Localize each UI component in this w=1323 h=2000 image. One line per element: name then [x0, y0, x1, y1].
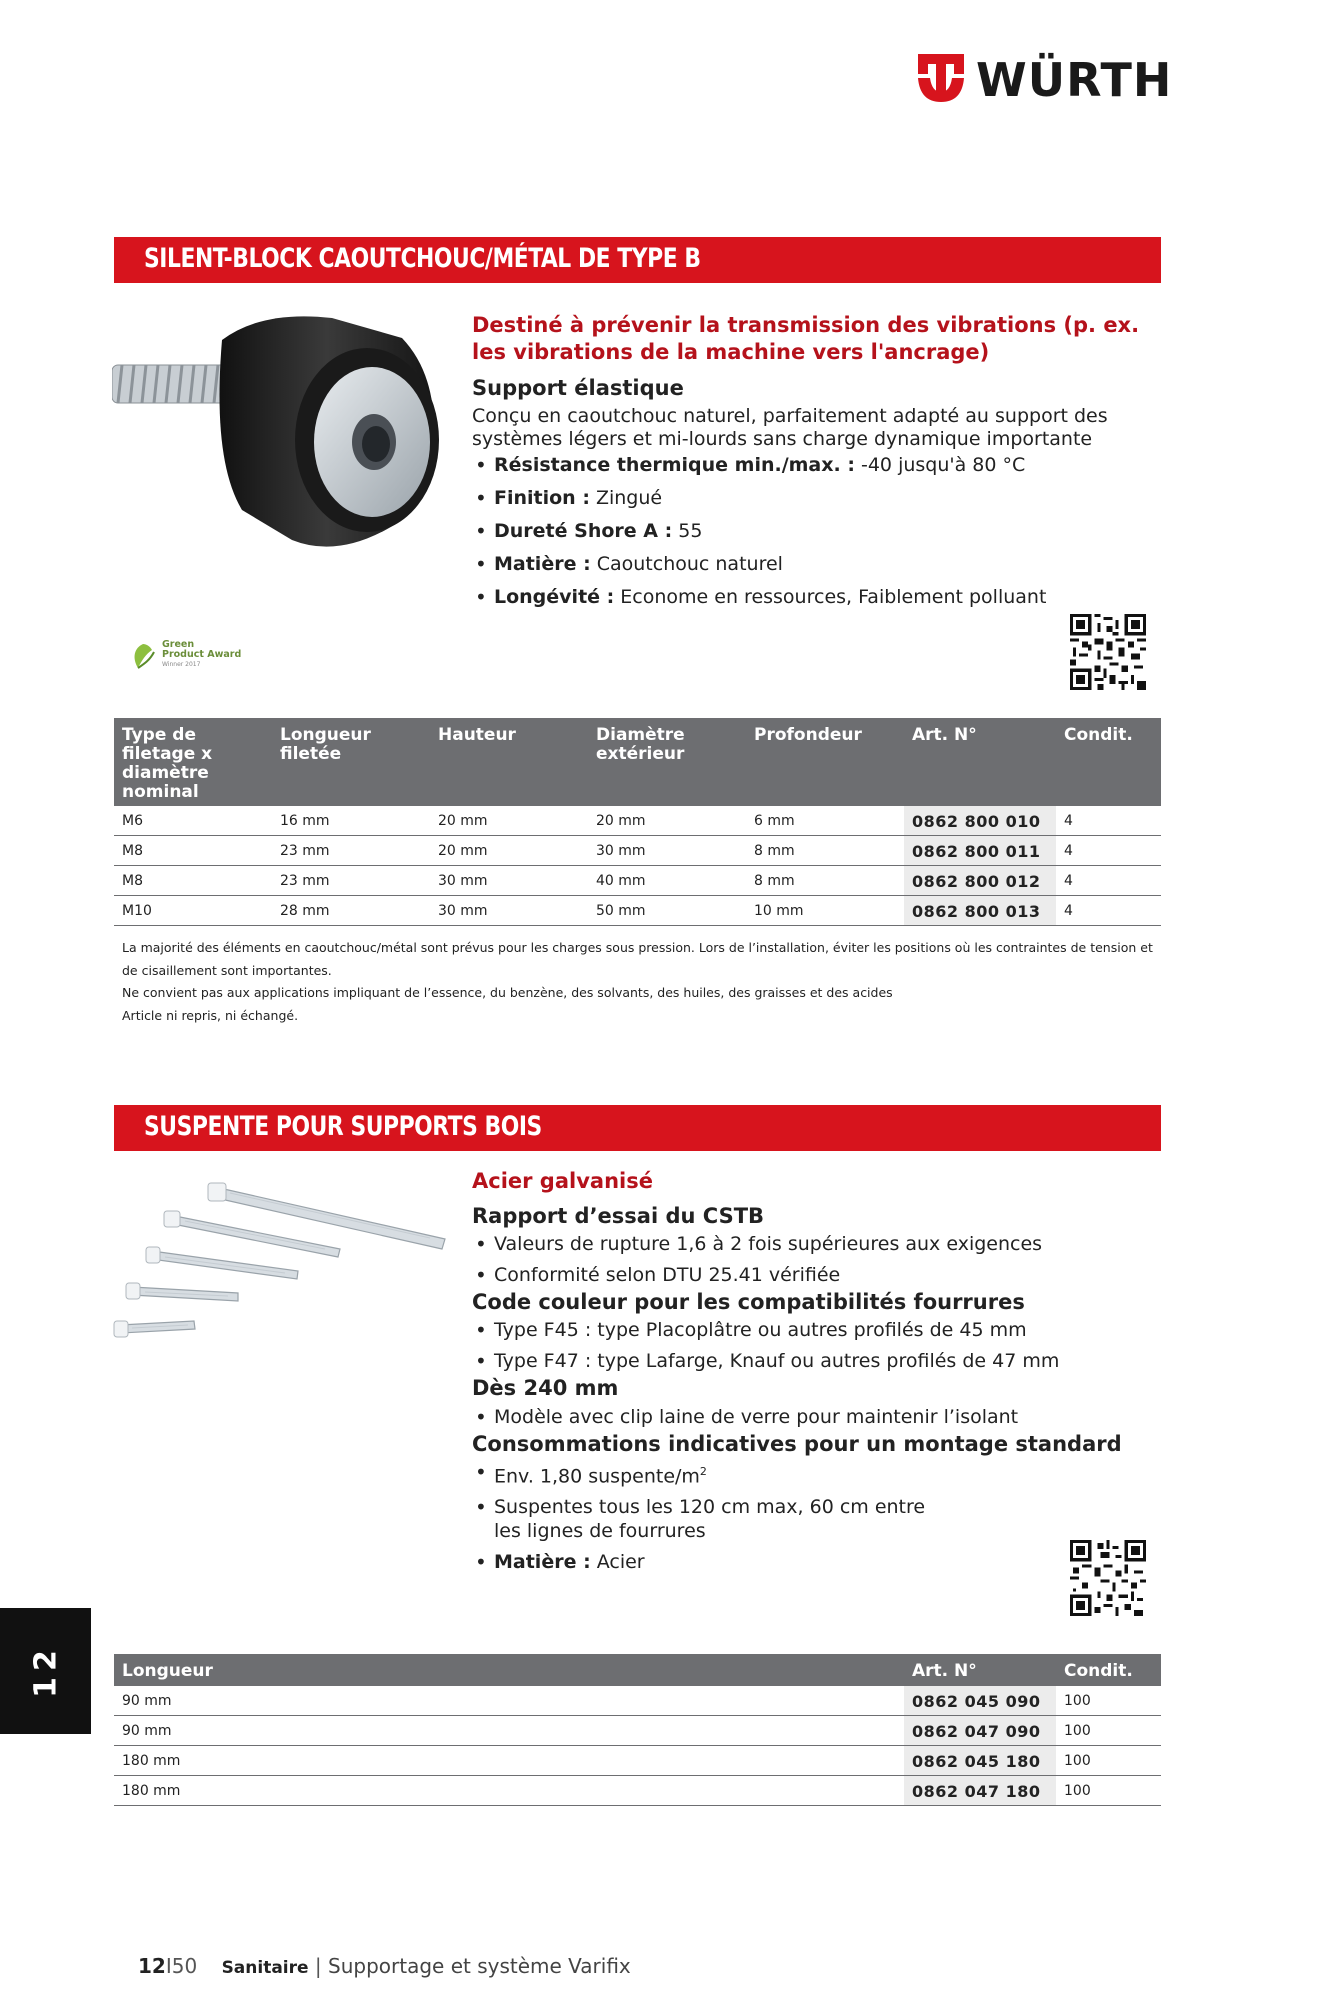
- col-header-thread: Type de filetage x diamètre nominal: [114, 718, 272, 806]
- list-item: • Type F45 : type Placoplâtre ou autres profilés de 45 mm: [472, 1318, 1162, 1342]
- table-row: M8 23 mm 30 mm 40 mm 8 mm 0862 800 012 4: [114, 866, 1161, 896]
- table-row: M10 28 mm 30 mm 50 mm 10 mm 0862 800 013 4: [114, 896, 1161, 926]
- section-1-headline: Destiné à prévenir la transmission des vibrations (p. ex. les vibrations de la machine vers l'ancrage): [472, 313, 1140, 364]
- section-1-subtitle: Support élastique: [472, 376, 684, 400]
- footer-page-number: 50: [171, 1954, 198, 1978]
- table-row: M6 16 mm 20 mm 20 mm 6 mm 0862 800 010 4: [114, 806, 1161, 836]
- leaf-icon: [130, 642, 156, 670]
- col-header-thread-length: Longueur filetée: [272, 718, 430, 806]
- footer-divider: |: [314, 1954, 322, 1978]
- spec-item: • Résistance thermique min./max. : -40 jusqu'à 80 °C: [472, 453, 1162, 477]
- cstb-list: [472, 1232, 1162, 1287]
- length-title: Dès 240 mm: [472, 1376, 619, 1400]
- silent-block-image: [112, 310, 452, 570]
- col-header-depth: Profondeur: [746, 718, 904, 806]
- section-2-header: [114, 1105, 1161, 1151]
- col-header-height: Hauteur: [430, 718, 588, 806]
- qr-code-icon[interactable]: [1070, 1540, 1146, 1616]
- length-list: [472, 1405, 1162, 1429]
- table-header-row: [114, 1654, 1161, 1686]
- color-code-list: [472, 1318, 1162, 1373]
- chapter-tab-number: 12: [28, 1644, 64, 1698]
- article-number[interactable]: 0862 800 013: [904, 896, 1056, 926]
- list-item: • Matière : Acier: [472, 1550, 1162, 1574]
- list-item: • Conformité selon DTU 25.41 vérifiée: [472, 1263, 1162, 1287]
- col-header-condit: Condit.: [1056, 718, 1161, 806]
- note-line: La majorité des éléments en caoutchouc/métal sont prévus pour les charges sous pression. Lors de l’installation, éviter les positions où les contraintes de tension et de cisaillement sont importantes.: [122, 940, 1153, 978]
- spec-item: • Dureté Shore A : 55: [472, 519, 1162, 543]
- suspente-image: [110, 1175, 450, 1375]
- section-1-notes: [122, 937, 1162, 1027]
- article-number[interactable]: 0862 800 011: [904, 836, 1056, 866]
- section-1-header: [114, 237, 1161, 283]
- list-item: • Type F47 : type Lafarge, Knauf ou autres profilés de 47 mm: [472, 1349, 1162, 1373]
- article-number[interactable]: 0862 045 090: [904, 1686, 1056, 1716]
- col-header-art-no: Art. N°: [904, 718, 1056, 806]
- section-1-title: SILENT-BLOCK CAOUTCHOUC/MÉTAL DE TYPE B: [144, 243, 701, 274]
- section-2-headline: Acier galvanisé: [472, 1169, 653, 1193]
- wurth-logo: [916, 52, 1173, 107]
- table-row: 90 mm 0862 047 090 100: [114, 1716, 1161, 1746]
- col-header-length: Longueur: [114, 1654, 904, 1686]
- note-line: Article ni repris, ni échangé.: [122, 1007, 299, 1023]
- footer-description: Supportage et système Varifix: [328, 1954, 631, 1978]
- section-1-description: Conçu en caoutchouc naturel, parfaitement adapté au support des systèmes légers et mi-lourds sans charge dynamique importante: [472, 405, 1108, 450]
- table-row: 90 mm 0862 045 090 100: [114, 1686, 1161, 1716]
- wurth-logo-text: WÜRTH: [976, 53, 1173, 107]
- chapter-tab[interactable]: [0, 1608, 91, 1734]
- table-row: M8 23 mm 20 mm 30 mm 8 mm 0862 800 011 4: [114, 836, 1161, 866]
- col-header-condit: Condit.: [1056, 1654, 1161, 1686]
- silent-block-table: [114, 718, 1161, 926]
- page-footer: [138, 1954, 631, 1978]
- table-row: 180 mm 0862 047 180 100: [114, 1776, 1161, 1806]
- award-line-2: Product Award: [162, 649, 242, 660]
- wurth-logo-mark-icon: [916, 52, 966, 104]
- qr-code-icon[interactable]: [1070, 614, 1146, 690]
- article-number[interactable]: 0862 045 180: [904, 1746, 1056, 1776]
- cstb-title: Rapport d’essai du CSTB: [472, 1204, 765, 1228]
- article-number[interactable]: 0862 800 010: [904, 806, 1056, 836]
- section-1-text: [472, 312, 1162, 609]
- list-item: • Valeurs de rupture 1,6 à 2 fois supérieures aux exigences: [472, 1232, 1162, 1256]
- consumption-list: [472, 1460, 1162, 1574]
- suspente-table: [114, 1654, 1161, 1806]
- footer-separator: I: [165, 1954, 172, 1978]
- list-item: • Env. 1,80 suspente/$m^2$: [472, 1460, 1162, 1488]
- list-item: • Modèle avec clip laine de verre pour maintenir l’isolant: [472, 1405, 1162, 1429]
- col-header-art-no: Art. N°: [904, 1654, 1056, 1686]
- spec-item: • Matière : Caoutchouc naturel: [472, 552, 1162, 576]
- consumption-title: Consommations indicatives pour un montage standard: [472, 1432, 1122, 1456]
- table-row: 180 mm 0862 045 180 100: [114, 1746, 1161, 1776]
- list-item: • Suspentes tous les 120 cm max, 60 cm entre les lignes de fourrures: [472, 1495, 934, 1543]
- article-number[interactable]: 0862 047 180: [904, 1776, 1056, 1806]
- col-header-outer-diameter: Diamètre extérieur: [588, 718, 746, 806]
- note-line: Ne convient pas aux applications impliquant de l’essence, du benzène, des solvants, des huiles, des graisses et des acides: [122, 985, 893, 1000]
- color-code-title: Code couleur pour les compatibilités fourrures: [472, 1290, 1025, 1314]
- green-product-award: [130, 640, 270, 676]
- article-number[interactable]: 0862 047 090: [904, 1716, 1056, 1746]
- section-1-specs: [472, 453, 1162, 609]
- section-2-text: [472, 1168, 1162, 1574]
- footer-chapter: 12: [138, 1954, 166, 1978]
- section-2-title: SUSPENTE POUR SUPPORTS BOIS: [144, 1111, 542, 1142]
- footer-category: Sanitaire: [221, 1958, 309, 1978]
- spec-item: • Longévité : Econome en ressources, Faiblement polluant: [472, 585, 1162, 609]
- spec-item: • Finition : Zingué: [472, 486, 1162, 510]
- article-number[interactable]: 0862 800 012: [904, 866, 1056, 896]
- table-header-row: [114, 718, 1161, 806]
- award-line-3: Winner 2017: [162, 661, 201, 668]
- award-line-1: Green: [162, 639, 195, 650]
